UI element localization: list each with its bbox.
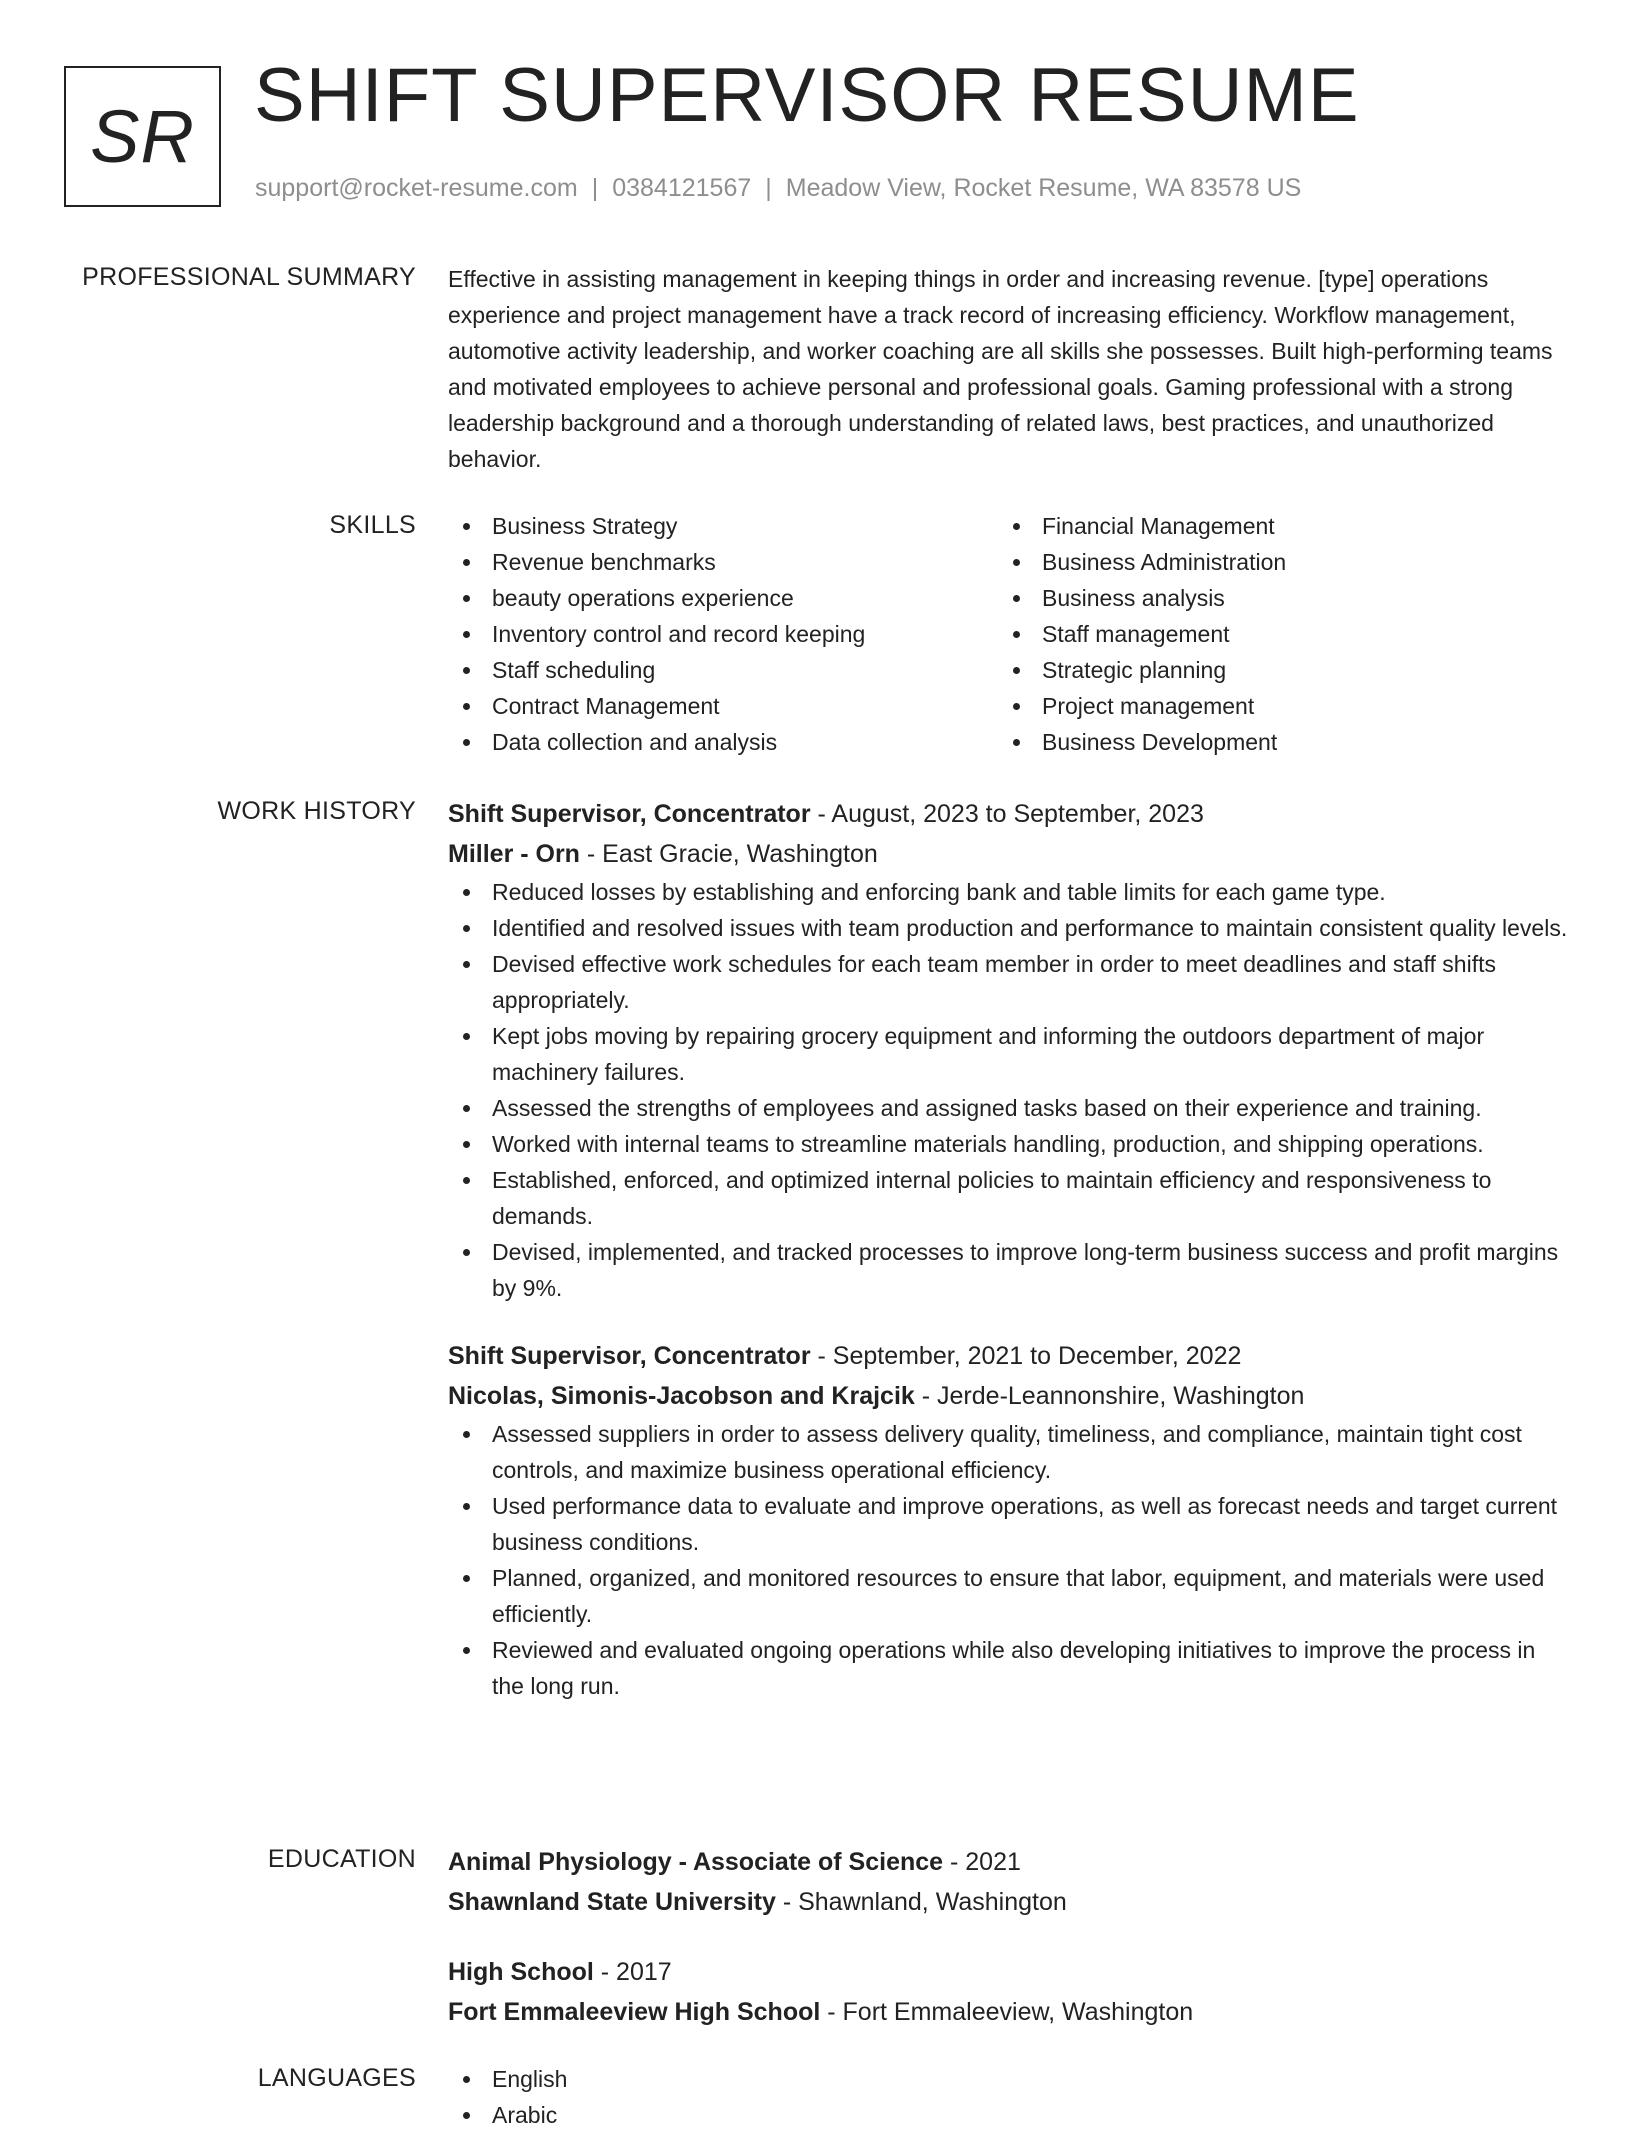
work-body bbox=[448, 794, 1568, 1734]
skill-item: Business Strategy bbox=[448, 508, 998, 544]
language-item: English bbox=[448, 2061, 1568, 2097]
degree-name: High School bbox=[448, 1958, 594, 1986]
job-bullet: Devised effective work schedules for each team member in order to meet deadlines and staff shifts appropriately. bbox=[448, 946, 1568, 1018]
skill-item: Business analysis bbox=[998, 580, 1548, 616]
contact-separator: | bbox=[765, 174, 772, 202]
section-label-languages: LANGUAGES bbox=[257, 2064, 416, 2092]
section-label-skills: SKILLS bbox=[329, 511, 416, 539]
skill-item: Staff management bbox=[998, 616, 1548, 652]
skill-item: Financial Management bbox=[998, 508, 1548, 544]
skill-item: Contract Management bbox=[448, 688, 998, 724]
skill-item: Business Development bbox=[998, 724, 1548, 760]
job-bullet: Kept jobs moving by repairing grocery equipment and informing the outdoors department of major machinery failures. bbox=[448, 1018, 1568, 1090]
school-line bbox=[448, 1992, 1568, 2032]
job-bullet: Devised, implemented, and tracked processes to improve long-term business success and profit margins by 9%. bbox=[448, 1234, 1568, 1306]
skill-item: Business Administration bbox=[998, 544, 1548, 580]
job-bullet-list bbox=[448, 874, 1568, 1306]
education-entry bbox=[448, 1952, 1568, 2032]
job-bullet-list bbox=[448, 1416, 1568, 1704]
degree-line bbox=[448, 1952, 1568, 1992]
degree-year: - 2017 bbox=[593, 1958, 672, 1986]
skill-item: Inventory control and record keeping bbox=[448, 616, 998, 652]
school-name: Shawnland State University bbox=[448, 1888, 776, 1916]
languages-list bbox=[448, 2061, 1568, 2133]
job-bullet: Worked with internal teams to streamline materials handling, production, and shipping operations. bbox=[448, 1126, 1568, 1162]
skill-item: Project management bbox=[998, 688, 1548, 724]
job-entry bbox=[448, 794, 1568, 1306]
degree-name: Animal Physiology - Associate of Science bbox=[448, 1848, 944, 1876]
job-bullet: Reduced losses by establishing and enforcing bank and table limits for each game type. bbox=[448, 874, 1568, 910]
monogram-badge bbox=[64, 66, 221, 207]
skills-column-right bbox=[998, 508, 1548, 760]
summary-body bbox=[448, 260, 1568, 477]
job-title-line bbox=[448, 794, 1568, 834]
job-title: Shift Supervisor, Concentrator bbox=[448, 1342, 811, 1370]
section-label-summary: PROFESSIONAL SUMMARY bbox=[82, 263, 416, 291]
skill-item: beauty operations experience bbox=[448, 580, 998, 616]
education-entry bbox=[448, 1842, 1568, 1922]
skill-item: Data collection and analysis bbox=[448, 724, 998, 760]
degree-line bbox=[448, 1842, 1568, 1882]
skills-list-left bbox=[448, 508, 998, 760]
job-bullet: Established, enforced, and optimized internal policies to maintain efficiency and responsiveness to demands. bbox=[448, 1162, 1568, 1234]
job-bullet: Assessed suppliers in order to assess delivery quality, timeliness, and compliance, maintain tight cost controls, and maximize business operational efficiency. bbox=[448, 1416, 1568, 1488]
job-bullet: Assessed the strengths of employees and assigned tasks based on their experience and training. bbox=[448, 1090, 1568, 1126]
school-location: - Shawnland, Washington bbox=[775, 1888, 1067, 1916]
skills-list-right bbox=[998, 508, 1548, 760]
skill-item: Strategic planning bbox=[998, 652, 1548, 688]
job-bullet: Reviewed and evaluated ongoing operations while also developing initiatives to improve the process in the long run. bbox=[448, 1632, 1568, 1704]
monogram-initials: SR bbox=[90, 94, 195, 178]
job-bullet: Planned, organized, and monitored resources to ensure that labor, equipment, and materials were used efficiently. bbox=[448, 1560, 1568, 1632]
section-label-education: EDUCATION bbox=[267, 1845, 416, 1873]
summary-text: Effective in assisting management in keeping things in order and increasing revenue. [type] operations experience and project management have a track record of increasing efficiency. Workflow management, automotive activity leadership, and worker coaching are all skills she possesses. Built high-performing teams and motivated employees to achieve personal and professional goals. Gaming professional with a strong leadership background and a thorough understanding of related laws, best practices, and unauthorized behavior. bbox=[448, 266, 1553, 472]
contact-address: Meadow View, Rocket Resume, WA 83578 US bbox=[785, 174, 1302, 202]
job-location: - East Gracie, Washington bbox=[579, 840, 878, 868]
job-company: Nicolas, Simonis-Jacobson and Krajcik bbox=[448, 1382, 915, 1410]
job-dates: - August, 2023 to September, 2023 bbox=[810, 800, 1204, 828]
school-location: - Fort Emmaleeview, Washington bbox=[820, 1998, 1194, 2026]
contact-email: support@rocket-resume.com bbox=[255, 174, 578, 202]
skills-body bbox=[448, 508, 1568, 760]
section-label-work: WORK HISTORY bbox=[217, 797, 416, 825]
job-company-line bbox=[448, 1376, 1568, 1416]
job-title: Shift Supervisor, Concentrator bbox=[448, 800, 811, 828]
contact-separator: | bbox=[591, 174, 599, 202]
contact-phone: 0384121567 bbox=[612, 174, 752, 202]
language-item: Arabic bbox=[448, 2097, 1568, 2133]
job-dates: - September, 2021 to December, 2022 bbox=[810, 1342, 1242, 1370]
skills-column-left bbox=[448, 508, 998, 760]
contact-line bbox=[255, 176, 1301, 201]
languages-body bbox=[448, 2061, 1568, 2133]
job-location: - Jerde-Leannonshire, Washington bbox=[914, 1382, 1305, 1410]
job-company: Miller - Orn bbox=[448, 840, 580, 868]
job-bullet: Identified and resolved issues with team production and performance to maintain consistent quality levels. bbox=[448, 910, 1568, 946]
degree-year: - 2021 bbox=[943, 1848, 1021, 1876]
skill-item: Staff scheduling bbox=[448, 652, 998, 688]
skill-item: Revenue benchmarks bbox=[448, 544, 998, 580]
resume-title: SHIFT SUPERVISOR RESUME bbox=[254, 53, 1360, 138]
job-company-line bbox=[448, 834, 1568, 874]
job-bullet: Used performance data to evaluate and improve operations, as well as forecast needs and target current business conditions. bbox=[448, 1488, 1568, 1560]
education-body bbox=[448, 1842, 1568, 2062]
job-title-line bbox=[448, 1336, 1568, 1376]
school-line bbox=[448, 1882, 1568, 1922]
job-entry bbox=[448, 1336, 1568, 1704]
school-name: Fort Emmaleeview High School bbox=[448, 1998, 821, 2026]
